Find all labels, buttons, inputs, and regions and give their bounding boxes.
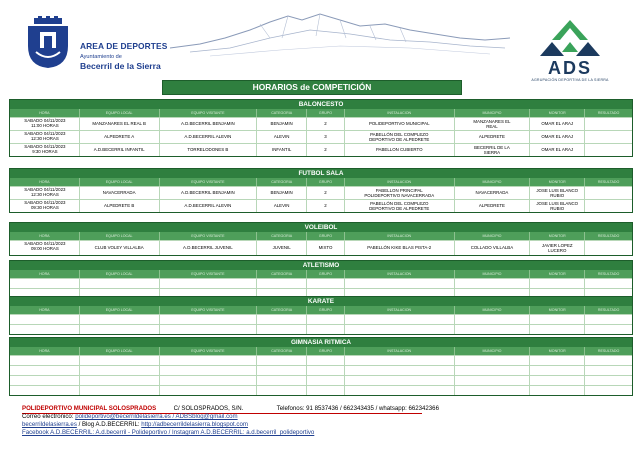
cell-hora: [10, 241, 80, 255]
cell-line: JOSE LUIS BLANCO: [536, 200, 579, 206]
cell-line: 12:30 HORAS: [30, 136, 59, 142]
cell-resultado: [585, 366, 632, 375]
cell-hora: [10, 118, 80, 130]
cell-resultado: [585, 187, 632, 199]
cell-visitante: [160, 376, 258, 385]
cell-line: NAVACERRADA: [475, 190, 509, 196]
table-row: [10, 365, 632, 375]
cell-categoria: [257, 366, 307, 375]
table-row: [10, 375, 632, 385]
section-title: GIMNASIA RITMICA: [10, 338, 632, 347]
cell-resultado: [585, 144, 632, 156]
column-header: CATEGORIA: [257, 232, 307, 240]
column-header: CATEGORIA: [257, 270, 307, 278]
cell-hora: [10, 315, 80, 324]
section-title: KARATE: [10, 297, 632, 306]
column-header: GRUPO: [307, 178, 345, 186]
cell-categoria: BENJAMIN: [257, 118, 307, 130]
cell-local: [80, 315, 160, 324]
cell-grupo: MIXTO: [307, 241, 345, 255]
cell-monitor: [530, 356, 585, 365]
cell-grupo: [307, 356, 345, 365]
cell-hora: [10, 200, 80, 212]
cell-local: [80, 366, 160, 375]
cell-resultado: [585, 131, 632, 143]
cell-categoria: BENJAMIN: [257, 187, 307, 199]
cell-visitante: A.D.BECERRIL BENJAMIN: [160, 187, 258, 199]
cell-instalacion: [345, 200, 455, 212]
area-title: AREA DE DEPORTES: [80, 41, 168, 51]
cell-line: SIERRA: [483, 150, 501, 155]
section-title: ATLETISMO: [10, 261, 632, 270]
table-row: [10, 355, 632, 365]
cell-local: MANZANARES EL REAL B: [80, 118, 160, 130]
cell-instalacion: [345, 366, 455, 375]
ads-letters: ADS: [547, 58, 592, 78]
table-row: [10, 117, 632, 130]
column-header: CATEGORIA: [257, 109, 307, 117]
cell-categoria: [257, 279, 307, 288]
cell-instalacion: [345, 144, 455, 156]
cell-municipio: [455, 118, 531, 130]
column-header: MONITOR: [530, 347, 585, 355]
section-baloncesto: [9, 99, 633, 157]
footer-phones: Telefonos: 91 8537436 / 662343435 / whatsapp: 662342366: [276, 405, 439, 412]
footer-social[interactable]: Facebook A.D.BECERRIL: A.d.becerril - Polideportivo / Instagram A.D.BECERRIL: a.d.becerril_polideportivo: [22, 429, 315, 436]
cell-line: SABADO 04/11/2023: [24, 131, 66, 136]
cell-visitante: [160, 386, 258, 395]
footer-line-2: [22, 413, 632, 421]
cell-resultado: [585, 325, 632, 334]
table-row: [10, 324, 632, 334]
section-title: VOLEIBOL: [10, 223, 632, 232]
column-header: INSTALACION: [345, 347, 455, 355]
cell-line: ALPEDRETE: [478, 134, 505, 140]
footer-venue: POLIDEPORTIVO MUNICIPAL SOLOSPRADOS: [22, 405, 157, 412]
column-header: CATEGORIA: [257, 306, 307, 314]
cell-visitante: [160, 315, 258, 324]
cell-visitante: A.D.BECERRIL ALEVIN: [160, 200, 258, 212]
column-header: RESULTADO: [597, 234, 620, 238]
cell-line: JOSE LUIS BLANCO: [536, 187, 579, 193]
footer-blog-label: / Blog A.D.BECERRIL:: [78, 421, 140, 428]
column-header: EQUIPO LOCAL: [80, 347, 160, 355]
cell-line: MANZANARES EL: [473, 118, 511, 124]
cell-hora: [10, 325, 80, 334]
cell-grupo: [307, 279, 345, 288]
column-header: EQUIPO VISITANTE: [160, 347, 258, 355]
section-title: FUTBOL SALA: [10, 169, 632, 178]
cell-resultado: [585, 118, 632, 130]
column-header: GRUPO: [307, 347, 345, 355]
table-row: [10, 186, 632, 199]
cell-grupo: [307, 386, 345, 395]
column-header: RESULTADO: [597, 111, 620, 115]
column-header: RESULTADO: [597, 308, 620, 312]
column-header: RESULTADO: [597, 272, 620, 276]
cell-grupo: 3: [307, 131, 345, 143]
column-header: MUNICIPIO: [455, 178, 531, 186]
cell-monitor: [530, 279, 585, 288]
cell-line: SABADO 04/11/2023: [24, 200, 66, 205]
column-header: RESULTADO: [597, 349, 620, 353]
cell-line: COLLADO VILLALBA: [470, 245, 514, 251]
column-header-row: [10, 109, 632, 117]
footer-email-link[interactable]: polideportivo@becerrildelasierra.es / ADBSblog@gmail.com: [75, 413, 238, 420]
section-futbol-sala: [9, 168, 633, 213]
cell-municipio: [455, 386, 531, 395]
cell-local: [80, 376, 160, 385]
table-row: [10, 199, 632, 212]
cell-instalacion: [345, 325, 455, 334]
ads-subtitle: AGRUPACIÓN DEPORTIVA DE LA SIERRA: [531, 78, 609, 82]
town-name: Becerril de la Sierra: [80, 61, 161, 71]
cell-monitor: [530, 200, 585, 212]
cell-categoria: JUVENIL: [257, 241, 307, 255]
column-header: EQUIPO VISITANTE: [160, 232, 258, 240]
cell-local: CLUB VOLEY VILLALBA: [80, 241, 160, 255]
column-header: MONITOR: [530, 232, 585, 240]
cell-local: [80, 279, 160, 288]
cell-line: RUBIO: [550, 206, 565, 211]
column-header: INSTALACION: [345, 109, 455, 117]
cell-local: NAVACERRADA: [80, 187, 160, 199]
area-deportes-logo: [20, 10, 170, 72]
footer-line-4: [22, 429, 632, 437]
cell-categoria: [257, 356, 307, 365]
cell-categoria: ALEVIN: [257, 200, 307, 212]
page-header: [0, 0, 640, 84]
cell-monitor: [530, 118, 585, 130]
footer-blog-link[interactable]: http://adbecerrildelasierra.blogspot.com: [141, 421, 248, 428]
cell-line: PABELLÓN DEL COMPLEZO: [370, 200, 429, 206]
section-gimnasia-ritmica: [9, 337, 633, 396]
ads-emblem-icon: [522, 18, 618, 58]
cell-line: RUBIO: [550, 193, 565, 198]
cell-municipio: [455, 144, 531, 156]
cell-municipio: [455, 325, 531, 334]
cell-visitante: A.D.BECERRIL ALEVIN: [160, 131, 258, 143]
cell-instalacion: [345, 241, 455, 255]
cell-hora: [10, 144, 80, 156]
cell-line: LUCERO: [548, 248, 567, 253]
cell-visitante: A.D.BECERRIL JUVENIL: [160, 241, 258, 255]
cell-local: [80, 386, 160, 395]
column-header: EQUIPO LOCAL: [80, 232, 160, 240]
cell-line: SABADO 04/11/2023: [24, 144, 66, 149]
cell-municipio: [455, 356, 531, 365]
section-karate: [9, 296, 633, 335]
cell-hora: [10, 376, 80, 385]
cell-visitante: A.D.BECERRIL BENJAMIN: [160, 118, 258, 130]
cell-municipio: [455, 241, 531, 255]
cell-grupo: [307, 315, 345, 324]
cell-monitor: [530, 241, 585, 255]
cell-local: ALPEDRETE A: [80, 131, 160, 143]
column-header: HORA: [10, 109, 80, 117]
cell-resultado: [585, 200, 632, 212]
cell-municipio: [455, 200, 531, 212]
column-header-row: [10, 306, 632, 314]
cell-monitor: [530, 187, 585, 199]
column-header: INSTALACION: [345, 306, 455, 314]
column-header: HORA: [10, 270, 80, 278]
column-header: HORA: [10, 232, 80, 240]
column-header: EQUIPO LOCAL: [80, 178, 160, 186]
mountain-sketch-icon: [170, 8, 510, 64]
cell-grupo: [307, 325, 345, 334]
cell-resultado: [585, 386, 632, 395]
cell-local: A.D.BECERRIL INFANTIL: [80, 144, 160, 156]
footer-line-3: [22, 421, 632, 429]
table-row: [10, 130, 632, 143]
cell-line: SABADO 04/11/2023: [24, 118, 66, 123]
cell-local: [80, 356, 160, 365]
page-title: HORARIOS de COMPETICIÓN: [162, 80, 462, 95]
column-header: RESULTADO: [597, 180, 620, 184]
cell-resultado: [585, 241, 632, 255]
cell-line: 9:30 HORAS: [32, 149, 58, 155]
cell-grupo: [307, 366, 345, 375]
cell-resultado: [585, 315, 632, 324]
column-header: MUNICIPIO: [455, 232, 531, 240]
cell-instalacion: [345, 187, 455, 199]
cell-hora: [10, 386, 80, 395]
footer-web-link[interactable]: becerrildelasierra.es: [22, 421, 77, 428]
cell-grupo: 2: [307, 118, 345, 130]
cell-line: POLIDEPORTIVO NAVACERRADA: [364, 193, 435, 198]
column-header: CATEGORIA: [257, 178, 307, 186]
cell-instalacion: [345, 376, 455, 385]
cell-line: OMAR EL ARAJ: [541, 134, 574, 140]
cell-monitor: [530, 376, 585, 385]
cell-categoria: [257, 386, 307, 395]
cell-municipio: [455, 131, 531, 143]
cell-visitante: [160, 356, 258, 365]
cell-hora: [10, 187, 80, 199]
cell-line: OMAR EL ARAJ: [541, 147, 574, 153]
cell-line: PABELLÓN KIKE BLAS PISTA-2: [367, 245, 432, 251]
cell-line: PABELLON PRINCIPAL: [375, 187, 423, 193]
column-header: HORA: [10, 306, 80, 314]
section-title: BALONCESTO: [10, 100, 632, 109]
cell-resultado: [585, 279, 632, 288]
cell-line: DEPORTIVO DE ALPEDRETE: [369, 206, 430, 211]
cell-grupo: [307, 376, 345, 385]
cell-categoria: [257, 376, 307, 385]
cell-instalacion: [345, 279, 455, 288]
column-header: HORA: [10, 178, 80, 186]
cell-hora: [10, 279, 80, 288]
cell-line: ALPEDRETE: [478, 203, 505, 209]
cell-local: ALPEDRETE B: [80, 200, 160, 212]
section-voleibol: [9, 222, 633, 256]
column-header: CATEGORIA: [257, 347, 307, 355]
cell-visitante: [160, 325, 258, 334]
cell-resultado: [585, 376, 632, 385]
column-header: MONITOR: [530, 270, 585, 278]
column-header-row: [10, 270, 632, 278]
ads-logo: [522, 18, 618, 86]
column-header: MONITOR: [530, 178, 585, 186]
section-atletismo: [9, 260, 633, 299]
column-header-row: [10, 347, 632, 355]
cell-monitor: [530, 131, 585, 143]
cell-monitor: [530, 386, 585, 395]
column-header: EQUIPO VISITANTE: [160, 306, 258, 314]
column-header: MUNICIPIO: [455, 109, 531, 117]
column-header: EQUIPO VISITANTE: [160, 178, 258, 186]
cell-hora: [10, 356, 80, 365]
column-header-row: [10, 178, 632, 186]
table-row: [10, 143, 632, 156]
cell-categoria: INFANTIL: [257, 144, 307, 156]
column-header: MUNICIPIO: [455, 270, 531, 278]
column-header: MONITOR: [530, 109, 585, 117]
cell-grupo: 2: [307, 187, 345, 199]
column-header: GRUPO: [307, 306, 345, 314]
column-header: HORA: [10, 347, 80, 355]
column-header: GRUPO: [307, 109, 345, 117]
cell-instalacion: [345, 118, 455, 130]
cell-line: JAVIER LOPEZ: [541, 242, 573, 248]
cell-municipio: [455, 279, 531, 288]
cell-line: SABADO 04/11/2023: [24, 187, 66, 192]
column-header: GRUPO: [307, 232, 345, 240]
cell-municipio: [455, 187, 531, 199]
cell-line: PABELLON CUBIERTO: [375, 147, 423, 153]
column-header: GRUPO: [307, 270, 345, 278]
column-header: INSTALACION: [345, 232, 455, 240]
cell-monitor: [530, 315, 585, 324]
cell-municipio: [455, 366, 531, 375]
ayuntamiento-label: Ayuntamiento de: [80, 54, 122, 60]
column-header: EQUIPO LOCAL: [80, 270, 160, 278]
town-crest-icon: [26, 16, 70, 70]
cell-line: POLIDEPORTIVO MUNICIPAL: [368, 121, 430, 127]
cell-line: 09:00 HORAS: [30, 246, 59, 252]
table-row: [10, 385, 632, 395]
cell-line: 09:30 HORAS: [30, 205, 59, 211]
cell-municipio: [455, 376, 531, 385]
footer-address: C/ SOLOSPRADOS, S/N.: [173, 405, 244, 412]
cell-line: OMAR EL ARAJ: [541, 121, 574, 127]
column-header: EQUIPO LOCAL: [80, 306, 160, 314]
cell-visitante: [160, 366, 258, 375]
cell-instalacion: [345, 356, 455, 365]
cell-line: 12:30 HORAS: [30, 192, 59, 198]
cell-categoria: ALEVIN: [257, 131, 307, 143]
cell-instalacion: [345, 386, 455, 395]
column-header-row: [10, 232, 632, 240]
column-header: MUNICIPIO: [455, 306, 531, 314]
cell-instalacion: [345, 315, 455, 324]
footer-email-label: Correo electronico:: [22, 413, 74, 420]
cell-categoria: [257, 325, 307, 334]
column-header: MONITOR: [530, 306, 585, 314]
cell-monitor: [530, 144, 585, 156]
cell-line: 11:00 HORAS: [31, 123, 59, 129]
footer-line-1: [22, 405, 632, 413]
column-header: EQUIPO VISITANTE: [160, 270, 258, 278]
table-row: [10, 314, 632, 324]
cell-visitante: [160, 279, 258, 288]
cell-grupo: 2: [307, 200, 345, 212]
cell-local: [80, 325, 160, 334]
table-row: [10, 278, 632, 288]
cell-hora: [10, 366, 80, 375]
cell-grupo: 2: [307, 144, 345, 156]
cell-line: BECERRIL DE LA: [474, 144, 510, 150]
cell-categoria: [257, 315, 307, 324]
table-row: [10, 240, 632, 255]
column-header: INSTALACION: [345, 178, 455, 186]
cell-municipio: [455, 315, 531, 324]
cell-monitor: [530, 366, 585, 375]
column-header: EQUIPO VISITANTE: [160, 109, 258, 117]
cell-monitor: [530, 325, 585, 334]
column-header: EQUIPO LOCAL: [80, 109, 160, 117]
column-header: INSTALACION: [345, 270, 455, 278]
cell-instalacion: [345, 131, 455, 143]
cell-line: DEPORTIVO DE ALPEDRETE: [369, 137, 430, 142]
cell-line: SABADO 04/11/2023: [24, 241, 66, 246]
column-header: MUNICIPIO: [455, 347, 531, 355]
cell-line: REAL: [486, 124, 498, 129]
cell-visitante: TORRELODONES B: [160, 144, 258, 156]
cell-line: PABELLÓN DEL COMPLEZO: [370, 131, 429, 137]
cell-hora: [10, 131, 80, 143]
cell-resultado: [585, 356, 632, 365]
